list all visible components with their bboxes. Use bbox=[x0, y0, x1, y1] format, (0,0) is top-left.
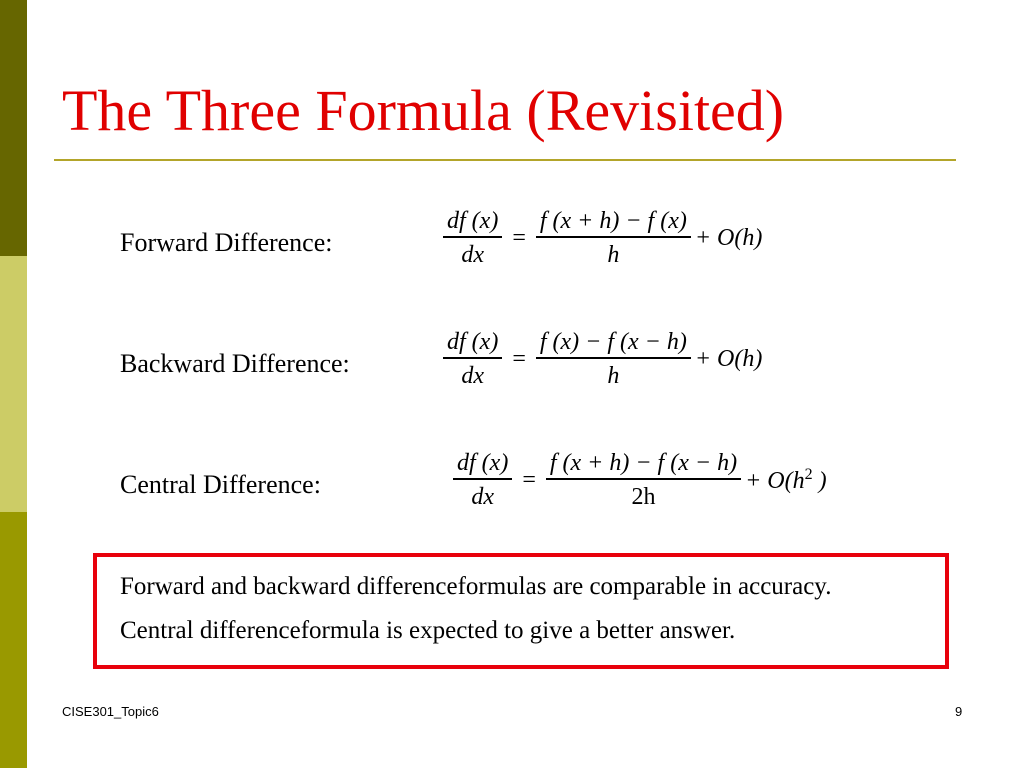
backward-difference-label: Backward Difference: bbox=[120, 349, 350, 378]
rhs-fraction bbox=[536, 329, 691, 389]
side-bar-top bbox=[0, 0, 27, 256]
page-number: 9 bbox=[955, 704, 963, 719]
rhs-denominator: 2h bbox=[631, 483, 656, 510]
equals-sign: = bbox=[512, 345, 526, 372]
side-bar-bottom bbox=[0, 512, 27, 768]
lhs-numerator: df (x) bbox=[457, 450, 509, 476]
lhs-denominator: dx bbox=[461, 362, 484, 389]
lhs-numerator: df (x) bbox=[447, 208, 499, 234]
forward-difference-formula bbox=[443, 208, 762, 268]
rhs-denominator: h bbox=[607, 241, 620, 268]
forward-difference-label: Forward Difference: bbox=[120, 228, 333, 257]
central-difference-formula bbox=[453, 450, 827, 510]
lhs-fraction bbox=[443, 329, 502, 389]
lhs-denominator: dx bbox=[461, 241, 484, 268]
rhs-denominator: h bbox=[607, 362, 620, 389]
error-term: + $O(h^2$ ) bbox=[745, 465, 827, 494]
lhs-fraction bbox=[453, 450, 512, 510]
error-term: + O(h) bbox=[694, 345, 763, 372]
conclusion-line-2: Central differenceformula is expected to give a better answer. bbox=[120, 617, 736, 644]
title-underline bbox=[54, 159, 956, 161]
rhs-numerator: f (x) − f (x − h) bbox=[539, 329, 687, 355]
conclusion-box bbox=[93, 553, 949, 669]
rhs-numerator: f (x + h) − f (x) bbox=[539, 208, 687, 234]
footer-course-label: CISE301_Topic6 bbox=[62, 704, 159, 719]
error-term: + O(h) bbox=[694, 224, 763, 251]
conclusion-line-1: Forward and backward differenceformulas are comparable in accuracy. bbox=[120, 573, 832, 600]
rhs-fraction bbox=[536, 208, 691, 268]
slide-title: The Three Formula (Revisited) bbox=[62, 78, 785, 143]
equals-sign: = bbox=[512, 224, 526, 251]
central-difference-label: Central Difference: bbox=[120, 470, 321, 499]
side-bar-middle bbox=[0, 256, 27, 512]
lhs-fraction bbox=[443, 208, 502, 268]
lhs-denominator: dx bbox=[471, 483, 494, 510]
rhs-numerator: f (x + h) − f (x − h) bbox=[549, 450, 738, 476]
backward-difference-formula bbox=[443, 329, 762, 389]
error-exponent: 2 bbox=[804, 465, 813, 483]
rhs-fraction bbox=[546, 450, 741, 510]
lhs-numerator: df (x) bbox=[447, 329, 499, 355]
equals-sign: = bbox=[522, 466, 536, 493]
